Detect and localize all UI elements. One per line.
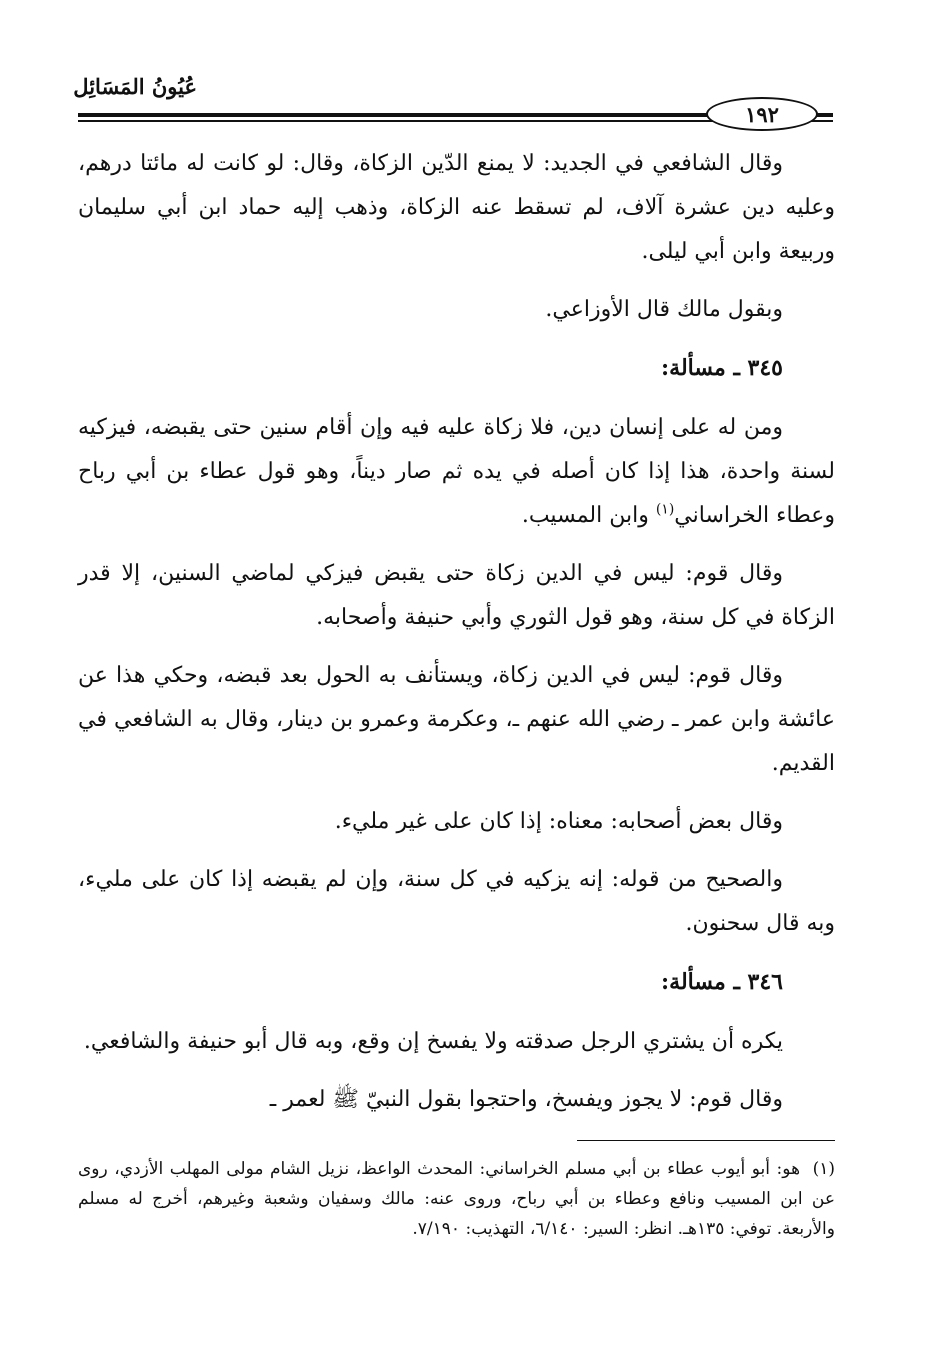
footnote-text: هو: أبو أيوب عطاء بن أبي مسلم الخراساني: المحدث الواعظ، نزيل الشام مولى المهلب الأزدي، روى عن ابن المسيب ونافع وعطاء بن أبي رباح، وروى عنه: مالك وسفيان وشعبة وغيرهم، أخرج له مسلم والأربعة. توفي: ١٣٥هـ. انظر: السير: ٦/١٤٠، التهذيب: ٧/١٩٠. [78, 1159, 835, 1239]
paragraph: وقال قوم: ليس في الدين زكاة حتى يقبض فيزكي لماضي السنين، إلا قدر الزكاة في كل سنة، وهو قول الثوري وأبي حنيفة وأصحابه. [78, 561, 835, 630]
paragraph: يكره أن يشتري الرجل صدقته ولا يفسخ إن وقع، وبه قال أبو حنيفة والشافعي. [83, 1029, 783, 1054]
paragraph: وقال الشافعي في الجديد: لا يمنع الدّين الزكاة، وقال: لو كانت له مائتا درهم، وعليه دين عشرة آلاف، لم تسقط عنه الزكاة، وذهب إليه حماد ابن أبي سليمان وربيعة وابن أبي ليلى. [78, 151, 835, 264]
footnote [78, 1154, 835, 1244]
main-text [78, 142, 835, 1136]
paragraph: وبقول مالك قال الأوزاعي. [545, 297, 783, 322]
paragraph-text: ومن له على إنسان دين، فلا زكاة عليه فيه وإن أقام سنين حتى يقبضه، فيزكيه لسنة واحدة، هذا إذا كان أصله في يده ثم صار ديناً، وهو قول عطاء بن أبي رباح وعطاء الخراساني [78, 415, 835, 528]
paragraph: والصحيح من قوله: إنه يزكيه في كل سنة، وإن لم يقبضه إذا كان على مليء، وبه قال سحنون. [78, 867, 835, 936]
footnote-reference[interactable]: (١) [655, 501, 675, 518]
footnote-number: (١) [812, 1159, 836, 1179]
paragraph-text: وابن المسيب. [521, 503, 656, 528]
paragraph: وقال قوم: لا يجوز ويفسخ، واحتجوا بقول النبيّ ﷺ لعمر ـ [269, 1087, 783, 1112]
issue-heading-345: ٣٤٥ ـ مسألة: [661, 355, 783, 381]
paragraph [78, 406, 835, 538]
running-header-title: عُيُونُ المَسَائِل [73, 74, 197, 99]
footnote-separator [577, 1140, 835, 1141]
issue-heading-346: ٣٤٦ ـ مسألة: [661, 969, 783, 995]
page-number: ١٩٢ [706, 97, 818, 131]
paragraph: وقال بعض أصحابه: معناه: إذا كان على غير مليء. [334, 809, 783, 834]
paragraph: وقال قوم: ليس في الدين زكاة، ويستأنف به الحول بعد قبضه، وحكي هذا عن عائشة وابن عمر ـ رضي الله عنهم ـ، وعكرمة وعمرو بن دينار، وقال به الشافعي في القديم. [78, 663, 835, 776]
